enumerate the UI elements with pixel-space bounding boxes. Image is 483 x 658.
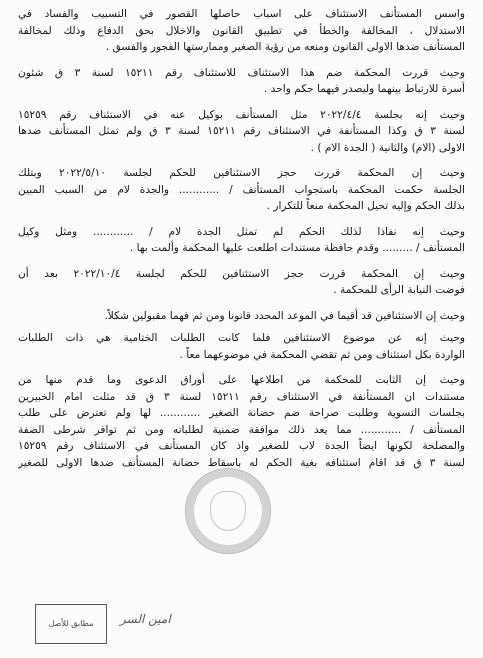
paragraph-interrogation bbox=[18, 165, 465, 215]
text-line: مستندات ان المستأنفة في الاستئناف رقم ١٥٢١١ لسنة ٣ ق قد مثلت امام الخبيرين bbox=[18, 390, 465, 403]
text-line: فوضت النيابة الرأى للمحكمة . bbox=[333, 284, 465, 296]
paragraph-execution bbox=[18, 224, 465, 257]
court-seal-stamp bbox=[185, 468, 271, 554]
text-line: الجلسة حكمت المحكمة باستجواب المستأنف / ............ والجدة لام من السبب المبين bbox=[18, 183, 465, 196]
text-line: وحيث إن الثابت للمحكمة من اطلاعها على أوراق الدعوى وما قدم منها من bbox=[18, 374, 465, 386]
certification-stamp-box: مطابق للأصل bbox=[35, 604, 107, 644]
text-line: والمصلحة لكونها ايضاً الجدة لاب للصغير واذ كان المستأنف في الاستئناف رقم ١٥٢٥٩ bbox=[18, 440, 465, 452]
text-line: المستأنف / ............ مما يعد ذلك موافقة ضمنية لطلباته ومن ثم توافر شرطى الصفة bbox=[18, 423, 465, 436]
text-line: لسنة ٣ ق وكذا المستأنفة في الاستئناف رقم ١٥٢١١ لسنة ٣ ق ولم تمثل المستأنف ضدها bbox=[18, 125, 465, 137]
text-line: الاولى (الام) والثانية ( الجدة الام ) . bbox=[310, 141, 465, 154]
text-line: أسرة للارتباط بينهما وليصدر فيهما حكم واحد . bbox=[263, 83, 465, 95]
text-line: بذلك الحكم وإليه تحيل المحكمة منعاً للتكرار . bbox=[266, 200, 465, 212]
text-line: واسس المستأنف الاستئناف على اسباب حاصلها القصور في التسبيب والفساد في bbox=[18, 8, 465, 20]
paragraph-reservation bbox=[18, 266, 465, 299]
text-line: وحيث إنه نفاذا لذلك الحكم لم تمثل الجدة لام / ............ ومثل وكيل bbox=[18, 225, 465, 238]
handwritten-signature: امين السر bbox=[120, 612, 171, 626]
text-line: وحيث إنه بجلسة ٢٠٢٢/٤/٤ مثل المستأنف بوكيل عنه في الاستئناف رقم ١٥٢٥٩ bbox=[18, 108, 465, 121]
text-line: الواردة بكل استئناف ومن ثم تقضي المحكمة في موضوعهما معاً . bbox=[179, 348, 465, 361]
text-line: المستأنف ضدها الاولى القانون ومنعه من رؤية الصغير وممارستها الفجور والفسق . bbox=[105, 41, 465, 53]
paragraph-session-1 bbox=[18, 107, 465, 157]
paragraph-findings bbox=[18, 372, 465, 471]
paragraph-joinder bbox=[18, 65, 465, 98]
text-line: وحيث إن المحكمة قررت حجز الاستئنافين للحكم لجلسة ٢٠٢٢/١٠/٤ بعد أن bbox=[18, 267, 465, 280]
text-line: الاستدلال ، المخالفة والخطأ في تطبيق القانون والاخلال بحق الدفاع وذلك لمخالفة bbox=[18, 24, 465, 37]
text-line: المستأنف / ......... وقدم حافظة مستندات اطلعت عليها المحكمة وألمت بها . bbox=[129, 242, 465, 254]
text-line: وحيث إن الاستئنافين قد أقيما في الموعد المحدد قانونا ومن ثم فهما مقبولين شكلاً. bbox=[104, 309, 465, 322]
text-line: بجلسات التسوية وطلبت صراحة ضم حضانة الصغير ............ لها ولم تعترض على طلب bbox=[18, 407, 465, 419]
text-line: وحيث قررت المحكمة ضم هذا الاستئناف للاستئناف رقم ١٥٢١١ لسنة ٣ ق شئون bbox=[18, 66, 465, 79]
text-line: وحيث إن المحكمة قررت حجز الاستئنافين للحكم لجلسة ٢٠٢٢/٥/١٠ وبتلك bbox=[18, 167, 465, 179]
paragraph-admissibility bbox=[18, 308, 465, 364]
paragraph-appeal-grounds bbox=[18, 6, 465, 56]
text-line: وحيث إنه عن موضوع الاستئنافين فلما كانت الطلبات الختامية هي ذات الطلبات bbox=[18, 332, 465, 344]
text-line: لسنة ٣ ق قد اقام استئنافه بغية الحكم له باسقاط حضانة المستأنف ضدها الاولى للصغير bbox=[18, 456, 465, 469]
